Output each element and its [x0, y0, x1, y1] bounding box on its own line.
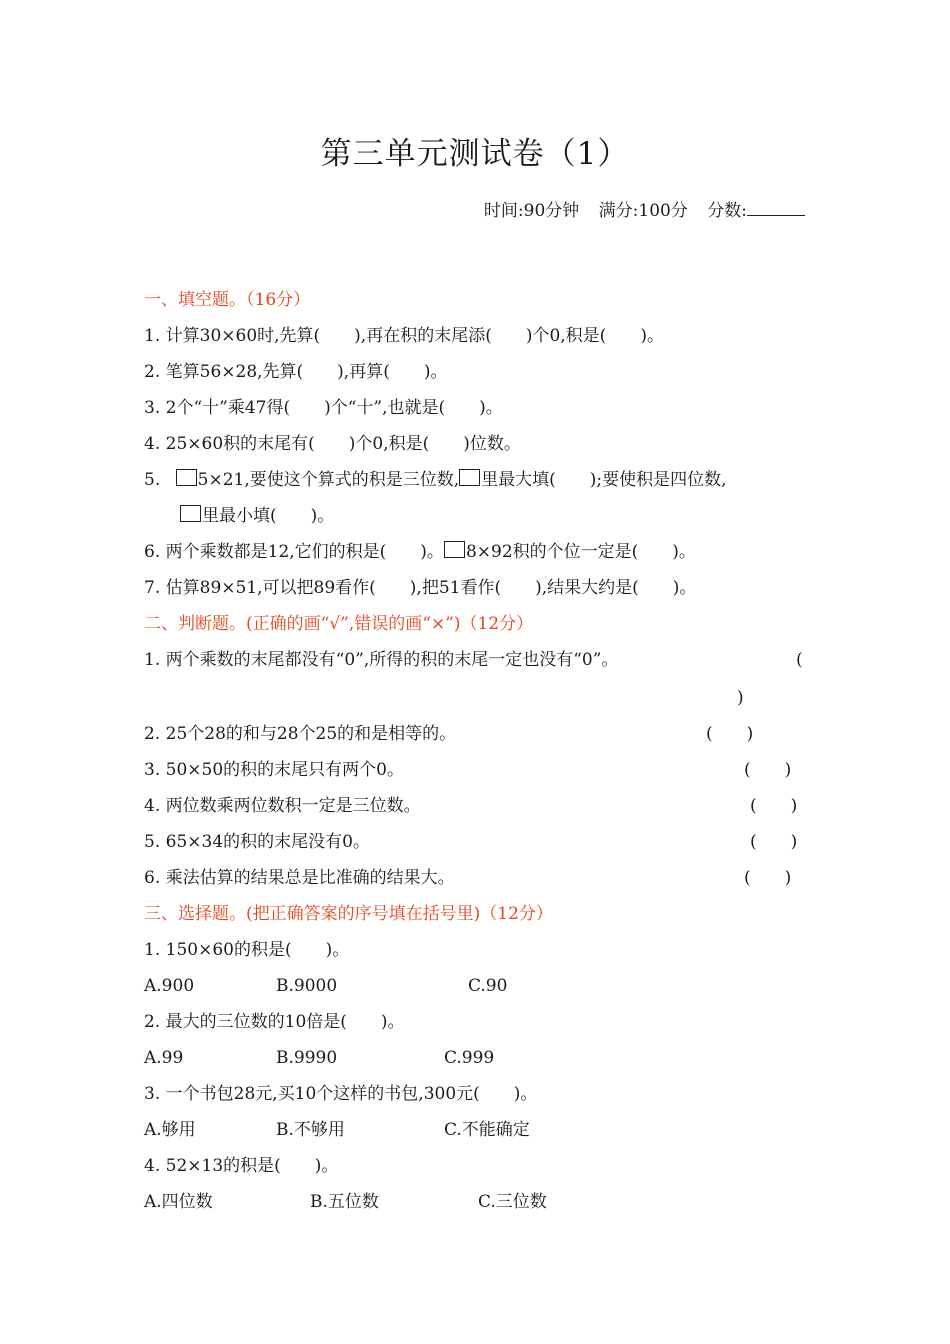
question-1-3: 3. 2个“十”乘47得( )个“十”,也就是( )。 — [144, 398, 503, 418]
answer-paren[interactable]: ( ) — [744, 868, 792, 888]
option-b[interactable]: B.不够用 — [276, 1120, 345, 1140]
blank-box-icon — [180, 505, 201, 522]
option-a[interactable]: A.够用 — [144, 1120, 196, 1140]
question-1-5-number: 5. — [144, 470, 161, 490]
question-1-4: 4. 25×60积的末尾有( )个0,积是( )位数。 — [144, 434, 521, 454]
option-a[interactable]: A.99 — [144, 1048, 184, 1068]
option-c[interactable]: C.三位数 — [478, 1192, 547, 1212]
option-b[interactable]: B.五位数 — [310, 1192, 379, 1212]
question-1-5-text: 5×21,要使这个算式的积是三位数, — [197, 470, 460, 490]
score-blank[interactable] — [747, 197, 805, 216]
option-a[interactable]: A.四位数 — [144, 1192, 213, 1212]
option-b[interactable]: B.9990 — [276, 1048, 338, 1068]
question-1-1: 1. 计算30×60时,先算( ),再在积的末尾添( )个0,积是( )。 — [144, 326, 664, 346]
question-1-6 — [144, 540, 696, 564]
question-3-4: 4. 52×13的积是( )。 — [144, 1156, 339, 1176]
question-1-6-text: 6. 两个乘数都是12,它们的积是( )。 — [144, 542, 444, 562]
blank-box-icon — [459, 469, 480, 486]
page-title: 第三单元测试卷（1） — [320, 136, 630, 172]
answer-paren[interactable]: ( ) — [744, 760, 792, 780]
question-1-2: 2. 笔算56×28,先算( ),再算( )。 — [144, 362, 448, 382]
question-2-2: 2. 25个28的和与28个25的和是相等的。 — [144, 724, 457, 744]
question-1-7: 7. 估算89×51,可以把89看作( ),把51看作( ),结果大约是( )。 — [144, 578, 697, 598]
question-2-5: 5. 65×34的积的末尾没有0。 — [144, 832, 370, 852]
full-score: 满分:100分 — [598, 201, 688, 221]
exam-meta — [470, 196, 805, 221]
question-1-5-tail: 里最大填( );要使积是四位数, — [481, 470, 727, 490]
question-3-1: 1. 150×60的积是( )。 — [144, 940, 350, 960]
blank-box-icon — [176, 469, 197, 486]
option-c[interactable]: C.90 — [468, 976, 508, 996]
option-c[interactable]: C.999 — [444, 1048, 495, 1068]
section-heading-choice: 三、选择题。(把正确答案的序号填在括号里)（12分） — [144, 904, 553, 924]
section-heading-true-false: 二、判断题。(正确的画“√”,错误的画“×”)（12分） — [144, 614, 534, 634]
question-1-5-line-2 — [180, 504, 334, 528]
time-limit: 时间:90分钟 — [483, 201, 580, 221]
question-2-3: 3. 50×50的积的末尾只有两个0。 — [144, 760, 404, 780]
question-2-1: 1. 两个乘数的末尾都没有“0”,所得的积的末尾一定也没有“0”。 — [144, 650, 619, 670]
option-a[interactable]: A.900 — [144, 976, 195, 996]
question-2-6: 6. 乘法估算的结果总是比准确的结果大。 — [144, 868, 455, 888]
answer-paren[interactable]: ( ) — [750, 796, 798, 816]
answer-paren[interactable]: ( ) — [750, 832, 798, 852]
question-2-4: 4. 两位数乘两位数积一定是三位数。 — [144, 796, 421, 816]
score-label: 分数: — [707, 201, 747, 221]
option-b[interactable]: B.9000 — [276, 976, 338, 996]
blank-box-icon — [444, 541, 465, 558]
answer-paren-open[interactable]: ( — [796, 650, 803, 670]
question-1-5-line-1 — [144, 468, 727, 492]
question-1-5-text-2: 里最小填( )。 — [202, 506, 335, 526]
answer-paren-close[interactable]: ) — [737, 688, 744, 708]
section-heading-fill-blank: 一、填空题。（16分） — [144, 290, 311, 310]
question-3-2: 2. 最大的三位数的10倍是( )。 — [144, 1012, 405, 1032]
answer-paren[interactable]: ( ) — [706, 724, 754, 744]
question-1-6-text-2: 8×92积的个位一定是( )。 — [465, 542, 696, 562]
option-c[interactable]: C.不能确定 — [444, 1120, 530, 1140]
question-3-3: 3. 一个书包28元,买10个这样的书包,300元( )。 — [144, 1084, 538, 1104]
